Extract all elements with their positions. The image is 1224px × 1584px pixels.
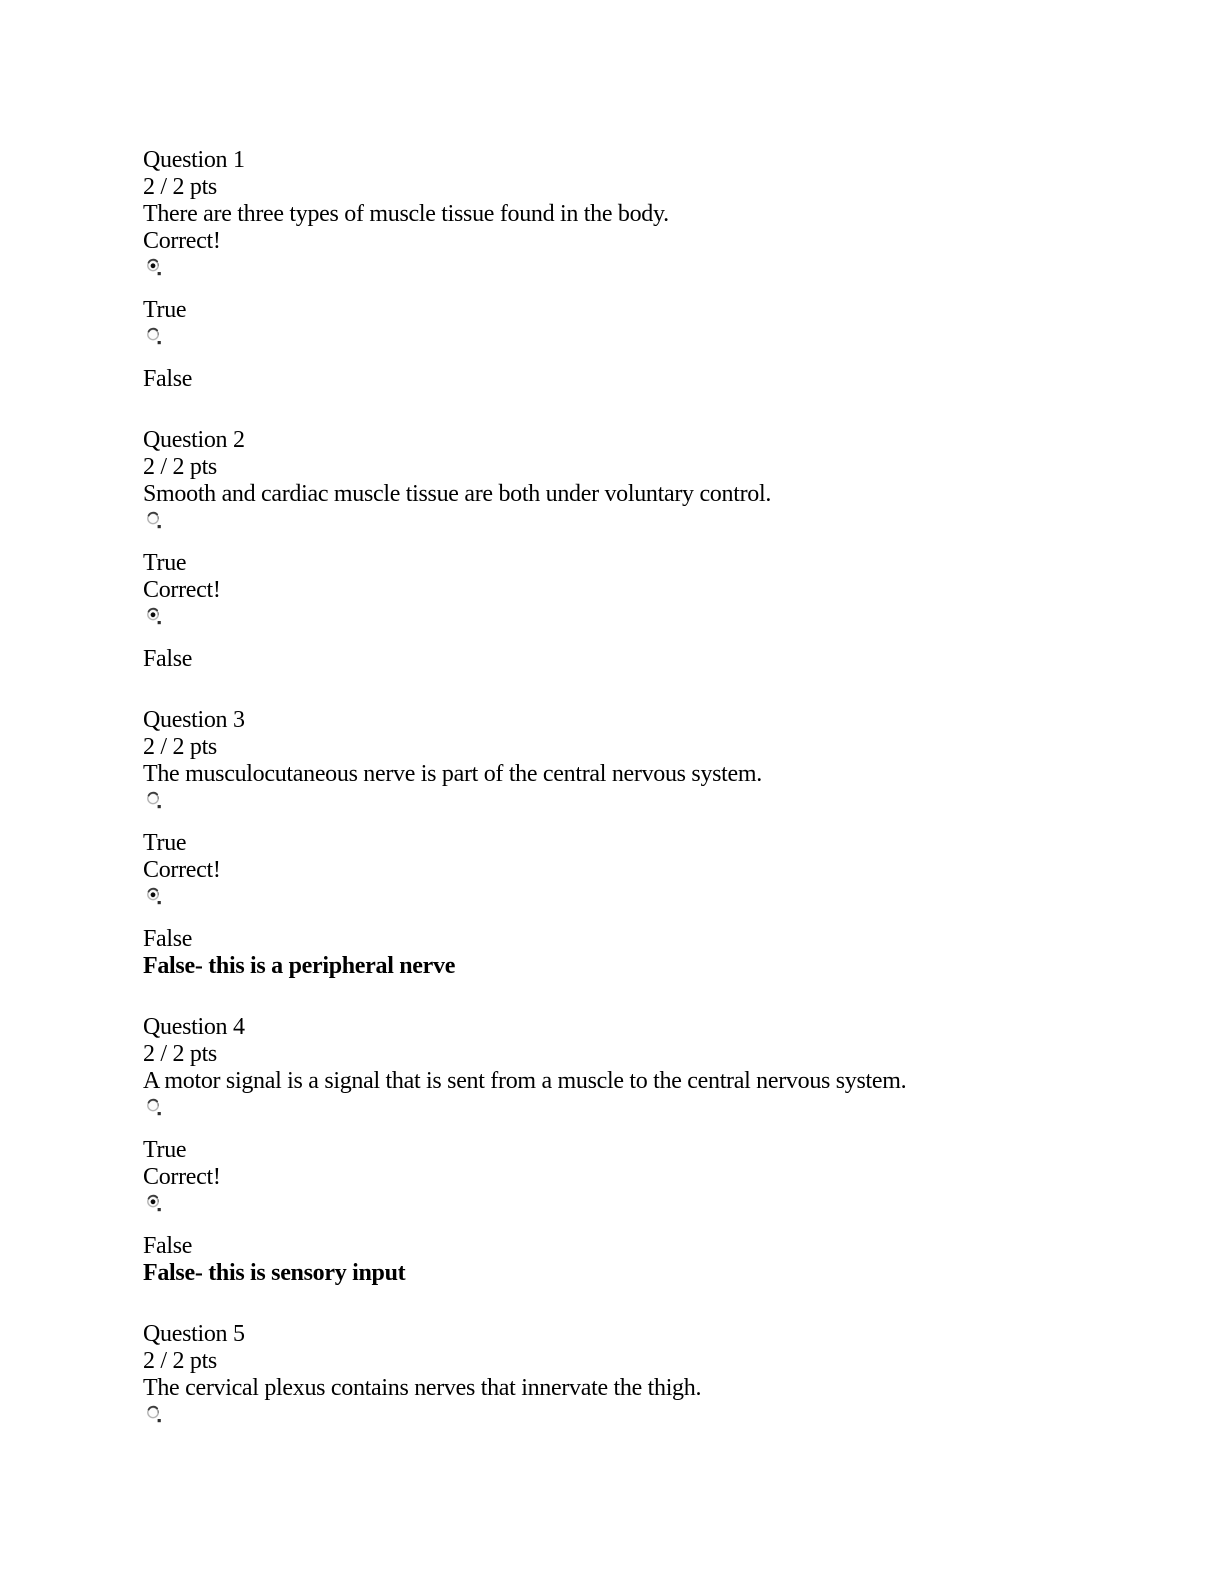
question-correct: Correct!: [143, 577, 221, 603]
question-feedback: False- this is sensory input: [143, 1260, 406, 1286]
question-stem: A motor signal is a signal that is sent from a muscle to the central nervous system.: [143, 1068, 907, 1094]
radio-option-row[interactable]: [143, 508, 1104, 550]
question-option: True: [143, 1137, 187, 1163]
question-points: 2 / 2 pts: [143, 454, 217, 480]
question-points: 2 / 2 pts: [143, 1041, 217, 1067]
radio-option-row[interactable]: [143, 1402, 1104, 1444]
question-correct: Correct!: [143, 857, 221, 883]
radio-unselected-icon[interactable]: [146, 511, 163, 529]
radio-unselected-icon[interactable]: [146, 1405, 163, 1423]
radio-selected-icon[interactable]: [146, 607, 163, 625]
question-block: [143, 707, 1104, 980]
question-title: Question 5: [143, 1321, 245, 1347]
radio-option-row[interactable]: [143, 884, 1104, 926]
radio-selected-icon[interactable]: [146, 258, 163, 276]
question-list: [143, 147, 1104, 1444]
question-stem: The musculocutaneous nerve is part of the central nervous system.: [143, 761, 762, 787]
question-option: True: [143, 830, 187, 856]
question-points: 2 / 2 pts: [143, 174, 217, 200]
radio-option-row[interactable]: [143, 255, 1104, 297]
question-title: Question 3: [143, 707, 245, 733]
question-block: [143, 1014, 1104, 1287]
radio-unselected-icon[interactable]: [146, 791, 163, 809]
question-option: False: [143, 1233, 193, 1259]
question-option: False: [143, 926, 193, 952]
question-block: [143, 427, 1104, 673]
radio-selected-icon[interactable]: [146, 1194, 163, 1212]
radio-option-row[interactable]: [143, 324, 1104, 366]
question-option: True: [143, 297, 187, 323]
question-block: [143, 1321, 1104, 1444]
question-option: False: [143, 646, 193, 672]
question-points: 2 / 2 pts: [143, 734, 217, 760]
question-option: True: [143, 550, 187, 576]
question-stem: Smooth and cardiac muscle tissue are both under voluntary control.: [143, 481, 772, 507]
radio-unselected-icon[interactable]: [146, 1098, 163, 1116]
question-feedback: False- this is a peripheral nerve: [143, 953, 456, 979]
question-title: Question 2: [143, 427, 245, 453]
question-correct: Correct!: [143, 228, 221, 254]
radio-unselected-icon[interactable]: [146, 327, 163, 345]
question-title: Question 4: [143, 1014, 245, 1040]
radio-option-row[interactable]: [143, 1095, 1104, 1137]
question-block: [143, 147, 1104, 393]
question-option: False: [143, 366, 193, 392]
question-stem: There are three types of muscle tissue found in the body.: [143, 201, 669, 227]
radio-option-row[interactable]: [143, 788, 1104, 830]
question-title: Question 1: [143, 147, 245, 173]
question-correct: Correct!: [143, 1164, 221, 1190]
question-stem: The cervical plexus contains nerves that innervate the thigh.: [143, 1375, 702, 1401]
radio-option-row[interactable]: [143, 1191, 1104, 1233]
radio-selected-icon[interactable]: [146, 887, 163, 905]
radio-option-row[interactable]: [143, 604, 1104, 646]
question-points: 2 / 2 pts: [143, 1348, 217, 1374]
